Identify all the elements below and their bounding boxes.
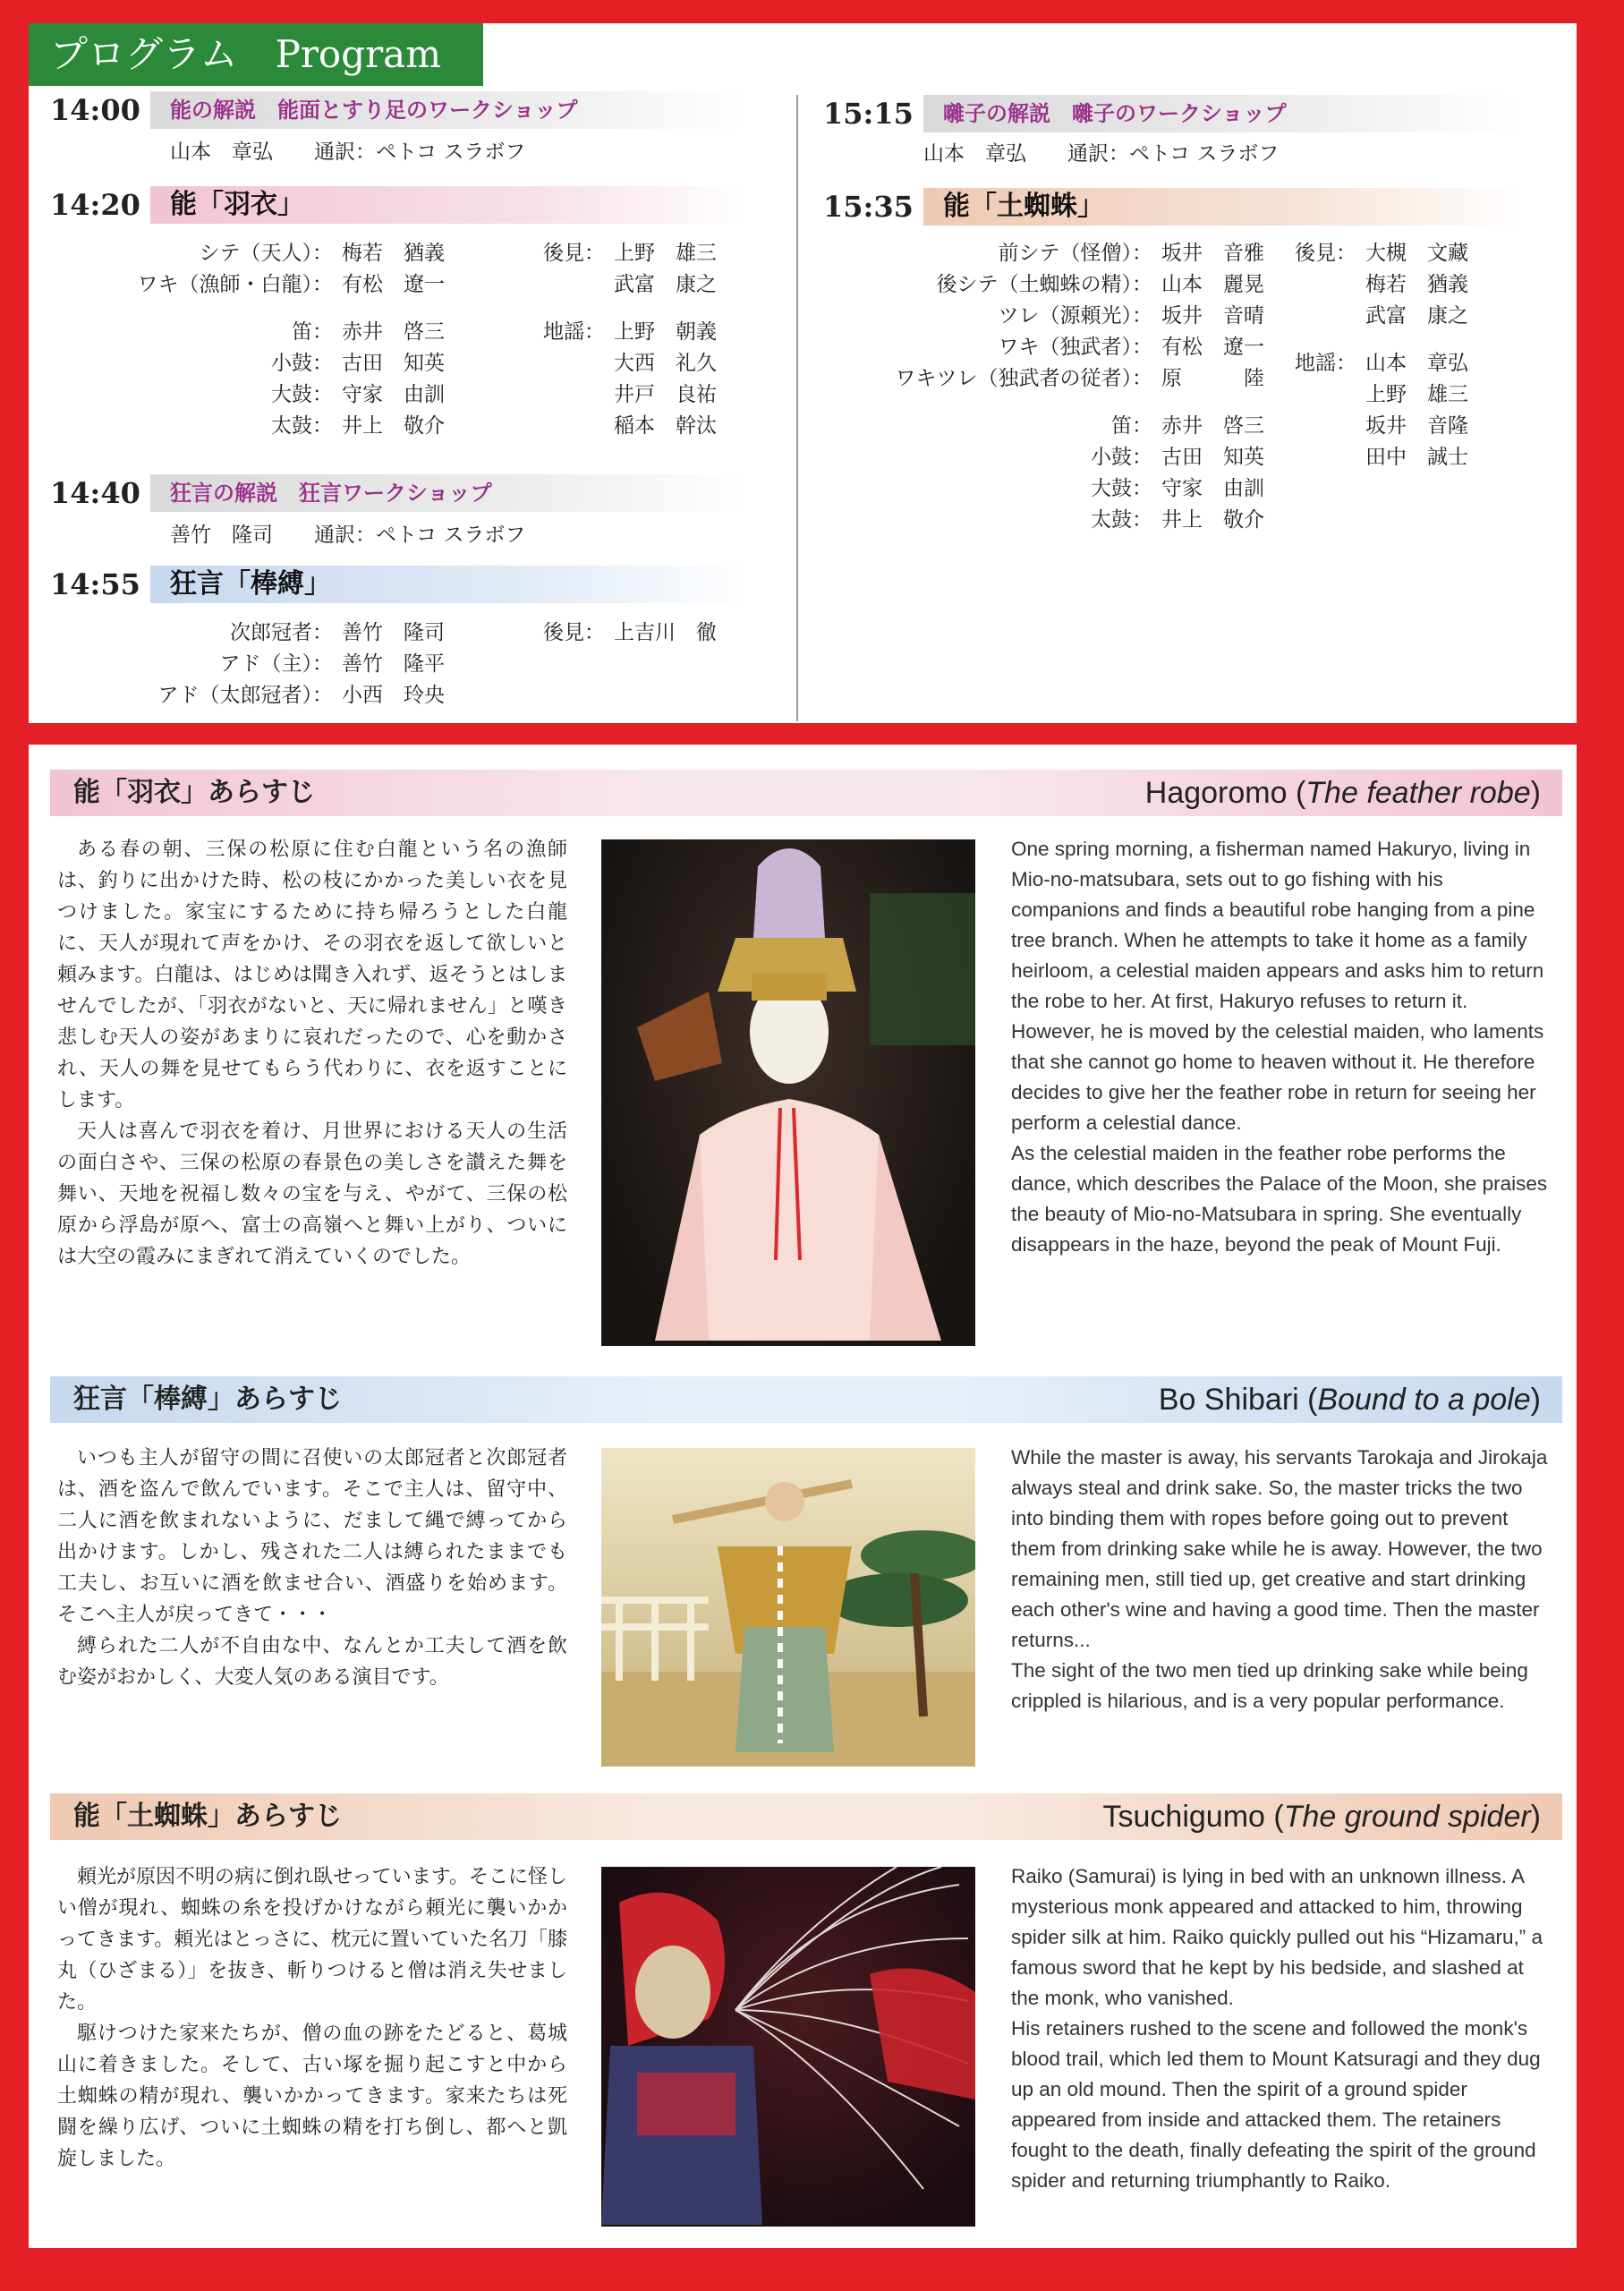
cast-row [852,269,1264,301]
cast-name: 有松 遼一 [1161,336,1264,359]
cast-role: 後見： [543,242,605,265]
column-divider [796,95,798,721]
cast-name: 上野 雄三 [1365,383,1468,406]
item-time: 14:20 [50,188,140,222]
cast-row [118,317,445,348]
cast-role: 小鼓： [271,352,333,375]
program-item-tsuchigumo [823,188,1539,226]
paragraph: As the celestial maiden in the feather robe performs the dance, which describes the Palace of the Moon, she praises the beauty of Mio-no-Matsubara in spring. She eventually disappears in the haze, beyond the peak of Mount Fuji. [1011,1142,1548,1256]
paragraph: 天人は喜んで羽衣を着け、月世界における天人の生活の面白さや、三保の松原の春景色の美しさを讃えた舞を舞い、天地を祝福し数々の宝を与え、やがて、三保の松原から浮島が原へ、富士の高嶺へと舞い上がり、ついには大空の霞みにまぎれて消えていくのでした。 [57,1120,567,1268]
cast-role: シテ（天人）： [199,242,333,265]
boshibari-performance-photo [601,1448,975,1767]
cast-row [118,348,445,379]
cast-row [852,411,1264,442]
cast-name: 上野 朝義 [614,320,717,344]
cast-row [118,238,445,269]
item-presenters: 山本 章弘 通訳：ペトコ スラボフ [170,141,526,164]
cast-row [530,269,717,301]
cast-role: 小鼓： [1091,446,1152,469]
paragraph: 頼光が原因不明の病に倒れ臥せっています。そこに怪しい僧が現れ、蜘蛛の糸を投げかけながら頼光に襲いかかってきます。頼光はとっさに、枕元に置いていた名刀「膝丸（ひざまる）」を抜き、斬りつけると僧は消え失せました。 [57,1866,567,2014]
synopsis-header-tsuchigumo [50,1793,1562,1840]
boshibari-cast [118,617,445,711]
cast-role: 笛： [1111,414,1152,438]
cast-row [530,238,717,269]
item-time: 14:55 [50,567,140,601]
item-time: 15:15 [823,97,914,131]
cast-role: 太鼓： [1091,508,1152,532]
cast-row [530,617,717,649]
item-time: 14:40 [50,476,140,510]
cast-role: 大鼓： [1091,477,1152,500]
program-item-boshibari [50,566,748,603]
cast-row [530,317,717,348]
paragraph: 縛られた二人が不自由な中、なんとか工夫して酒を飲む姿がおかしく、大変人気のある演目です。 [57,1635,567,1689]
boshibari-illustration [601,1448,975,1767]
cast-name: 井戸 良祐 [614,383,717,406]
cast-name: 井上 敬介 [342,414,445,438]
cast-row [852,332,1264,363]
item-title: 能の解説 能面とすり足のワークショップ [150,91,748,129]
cast-role: ワキツレ（独武者の従者）： [895,367,1152,390]
cast-row [852,238,1264,269]
cast-role: 太鼓： [271,414,333,438]
synopsis-panel [29,745,1577,2248]
cast-row [118,617,445,649]
cast-name: 古田 知英 [342,352,445,375]
cast-name: 坂井 音晴 [1161,304,1264,328]
tsuchigumo-performance-photo [601,1867,975,2227]
hagoromo-koken [530,238,717,442]
cast-name: 大西 礼久 [614,352,717,375]
title-en-close: ) [1530,1800,1541,1834]
cast-role: 地謡： [543,320,605,344]
cast-role [530,348,605,379]
synopsis-header-hagoromo [50,770,1562,816]
cast-name: 上野 雄三 [614,242,717,265]
cast-row [852,473,1264,505]
cast-row [118,269,445,301]
cast-role [1281,269,1356,301]
item-presenters: 善竹 隆司 通訳：ペトコ スラボフ [170,524,526,547]
tsuchigumo-koken [1281,238,1468,473]
cast-role [1281,442,1356,473]
cast-name: 上吉川 徹 [614,621,717,644]
cast-role [1281,411,1356,442]
item-title: 狂言の解説 狂言ワークショップ [150,474,748,512]
cast-role: ワキ（独武者）： [998,336,1152,359]
tsuchigumo-cast [852,238,1264,536]
cast-role: 地謡： [1295,352,1356,375]
item-title: 囃子の解説 囃子のワークショップ [923,95,1519,132]
paragraph: Raiko (Samurai) is lying in bed with an unknown illness. A mysterious monk appeared and attacked to him, throwing spider silk at him. Raiko quickly pulled out his “Hizamaru,” a famous sword that he kept by his bedside, and slashed at the monk, who vanished. [1011,1865,1543,2009]
synopsis-jp-tsuchigumo [57,1861,567,2175]
cast-name: 武富 康之 [1365,304,1468,328]
program-item-noh-workshop [50,91,748,129]
cast-name: 梅若 猶義 [1365,273,1468,296]
cast-role [1281,379,1356,411]
cast-row [852,301,1264,332]
synopsis-header-boshibari [50,1376,1562,1423]
cast-name: 武富 康之 [614,273,717,296]
hagoromo-illustration [601,839,975,1346]
synopsis-title-en [1145,770,1541,816]
title-en-italic: The feather robe [1305,776,1531,810]
cast-name: 山本 麗晃 [1161,273,1264,296]
title-en-close: ) [1530,1383,1541,1417]
cast-row [852,505,1264,536]
cast-role: ワキ（漁師・白龍）： [137,273,333,296]
cast-role: アド（主）： [219,652,333,676]
synopsis-en-boshibari [1011,1443,1555,1716]
title-en-italic: Bound to a pole [1317,1383,1531,1417]
title-en-text: Hagoromo ( [1144,776,1306,810]
cast-name: 古田 知英 [1161,446,1264,469]
cast-name: 善竹 隆司 [342,621,445,644]
cast-name: 梅若 猶義 [342,242,445,265]
cast-role: 笛： [292,320,333,344]
synopsis-title-en [1159,1376,1541,1423]
cast-row [852,442,1264,473]
title-en-text: Bo Shibari ( [1158,1383,1318,1417]
synopsis-en-hagoromo [1011,834,1555,1260]
cast-role: アド（太郎冠者）： [157,684,333,707]
cast-row [118,649,445,680]
synopsis-en-tsuchigumo [1011,1861,1555,2196]
item-title: 能「羽衣」 [150,186,748,224]
program-heading-tab: プログラム Program [29,23,483,86]
cast-name: 守家 由訓 [342,383,445,406]
item-title: 能「土蜘蛛」 [923,188,1519,226]
cast-row [118,411,445,442]
cast-name: 稲本 幹汰 [614,414,717,438]
cast-name: 坂井 音隆 [1365,414,1468,438]
cast-role [530,411,605,442]
cast-role [530,379,605,411]
cast-row [1281,238,1468,269]
cast-name: 小西 玲央 [342,684,445,707]
cast-row [530,379,717,411]
cast-row [530,348,717,379]
title-en-text: Tsuchigumo ( [1102,1800,1284,1834]
paragraph: 駆けつけた家来たちが、僧の血の跡をたどると、葛城山に着きました。そして、古い塚を掘り起こすと中から土蜘蛛の精が現れ、襲いかかってきます。家来たちは死闘を繰り広げ、ついに土蜘蛛の精を打ち倒し、都へと凱旋しました。 [57,2023,567,2170]
synopsis-title-en [1103,1793,1541,1840]
cast-role: 後シテ（土蜘蛛の精）： [936,273,1152,296]
cast-role [530,269,605,301]
title-en-close: ) [1530,776,1541,810]
item-presenters: 山本 章弘 通訳：ペトコ スラボフ [923,142,1280,166]
cast-row [852,363,1264,395]
paragraph: ある春の朝、三保の松原に住む白龍という名の漁師は、釣りに出かけた時、松の枝にかかった美しい衣を見つけました。家宝にするために持ち帰ろうとした白龍に、天人が現れて声をかけ、その羽衣を返して欲しいと頼みます。白龍は、はじめは聞き入れず、返そうとはしませんでしたが、「羽衣がないと、天に帰れません」と嘆き悲しむ天人の姿があまりに哀れだったので、心を動かされ、天人の舞を見せてもらう代わりに、衣を返すことにします。 [57,839,567,1111]
cast-row [118,680,445,711]
synopsis-title-jp: 狂言「棒縛」あらすじ [50,1376,1562,1423]
cast-name: 有松 遼一 [342,273,445,296]
cast-row [1281,442,1468,473]
title-en-italic: The ground spider [1283,1800,1531,1834]
program-item-hagoromo [50,186,748,224]
hagoromo-performance-photo [601,839,975,1346]
cast-name: 坂井 音雅 [1161,242,1264,265]
cast-role: 大鼓： [271,383,333,406]
synopsis-title-jp: 能「羽衣」あらすじ [50,770,1562,816]
synopsis-jp-hagoromo [57,834,567,1273]
cast-name: 善竹 隆平 [342,652,445,676]
program-item-kyogen-workshop [50,474,748,512]
cast-row [1281,379,1468,411]
program-panel [29,23,1577,723]
cast-name: 井上 敬介 [1161,508,1264,532]
paragraph: While the master is away, his servants Tarokaja and Jirokaja always steal and drink sake. So, the master tricks the two into binding them with ropes before going out to prevent them from drinking sake while he is away. However, the two remaining men, still tied up, get creative and start drinking each other's wine and having a good time. Then the master returns... [1011,1446,1548,1651]
cast-row [530,411,717,442]
cast-role: ツレ（源頼光）： [998,304,1152,328]
program-item-hayashi-workshop [823,95,1539,132]
cast-name: 山本 章弘 [1365,352,1468,375]
hagoromo-cast [118,238,445,442]
cast-name: 原 陸 [1161,367,1264,390]
item-time: 14:00 [50,93,140,127]
cast-name: 大槻 文藏 [1365,242,1468,265]
paragraph: One spring morning, a fisherman named Hakuryo, living in Mio-no-matsubara, sets out to go fishing with his companions and finds a beautiful robe hanging from a pine tree branch. When he attempts to take it home as a family heirloom, a celestial maiden appears and asks him to return the robe to her. At first, Hakuryo refuses to return it. However, he is moved by the celestial maiden, who laments that she cannot go home to heaven without it. He therefore decides to give her the feather robe in return for seeing her perform a celestial dance. [1011,838,1544,1134]
cast-name: 赤井 啓三 [342,320,445,344]
paragraph: His retainers rushed to the scene and followed the monk's blood trail, which led them to Mount Katsuragi and they dug up an old mound. Then the spirit of a ground spider appeared from inside and attacked them. The retainers fought to the death, finally defeating the spirit of the ground spider and returning triumphantly to Raiko. [1011,2017,1541,2192]
cast-row [1281,348,1468,379]
cast-role: 次郎冠者： [230,621,333,644]
cast-row [118,379,445,411]
paragraph: The sight of the two men tied up drinking sake while being crippled is hilarious, and is a very popular performance. [1011,1659,1528,1712]
cast-row [1281,269,1468,301]
cast-name: 赤井 啓三 [1161,414,1264,438]
item-title: 狂言「棒縛」 [150,566,748,603]
cast-name: 田中 誠士 [1365,446,1468,469]
synopsis-jp-boshibari [57,1443,567,1693]
synopsis-title-jp: 能「土蜘蛛」あらすじ [50,1793,1562,1840]
boshibari-koken [530,617,717,649]
cast-role: 後見： [1295,242,1356,265]
cast-role [1281,301,1356,332]
cast-role: 後見： [543,621,605,644]
cast-row [1281,301,1468,332]
cast-role: 前シテ（怪僧）： [998,242,1152,265]
tsuchigumo-illustration [601,1867,975,2227]
item-time: 15:35 [823,190,914,224]
paragraph: いつも主人が留守の間に召使いの太郎冠者と次郎冠者は、酒を盗んで飲んでいます。そこで主人は、留守中、二人に酒を飲まれないように、だまして縄で縛ってから出かけます。しかし、残された二人は縛られたままでも工夫し、お互いに酒を飲ませ合い、酒盛りを始めます。そこへ主人が戻ってきて・・・ [57,1447,567,1626]
cast-row [1281,411,1468,442]
cast-name: 守家 由訓 [1161,477,1264,500]
